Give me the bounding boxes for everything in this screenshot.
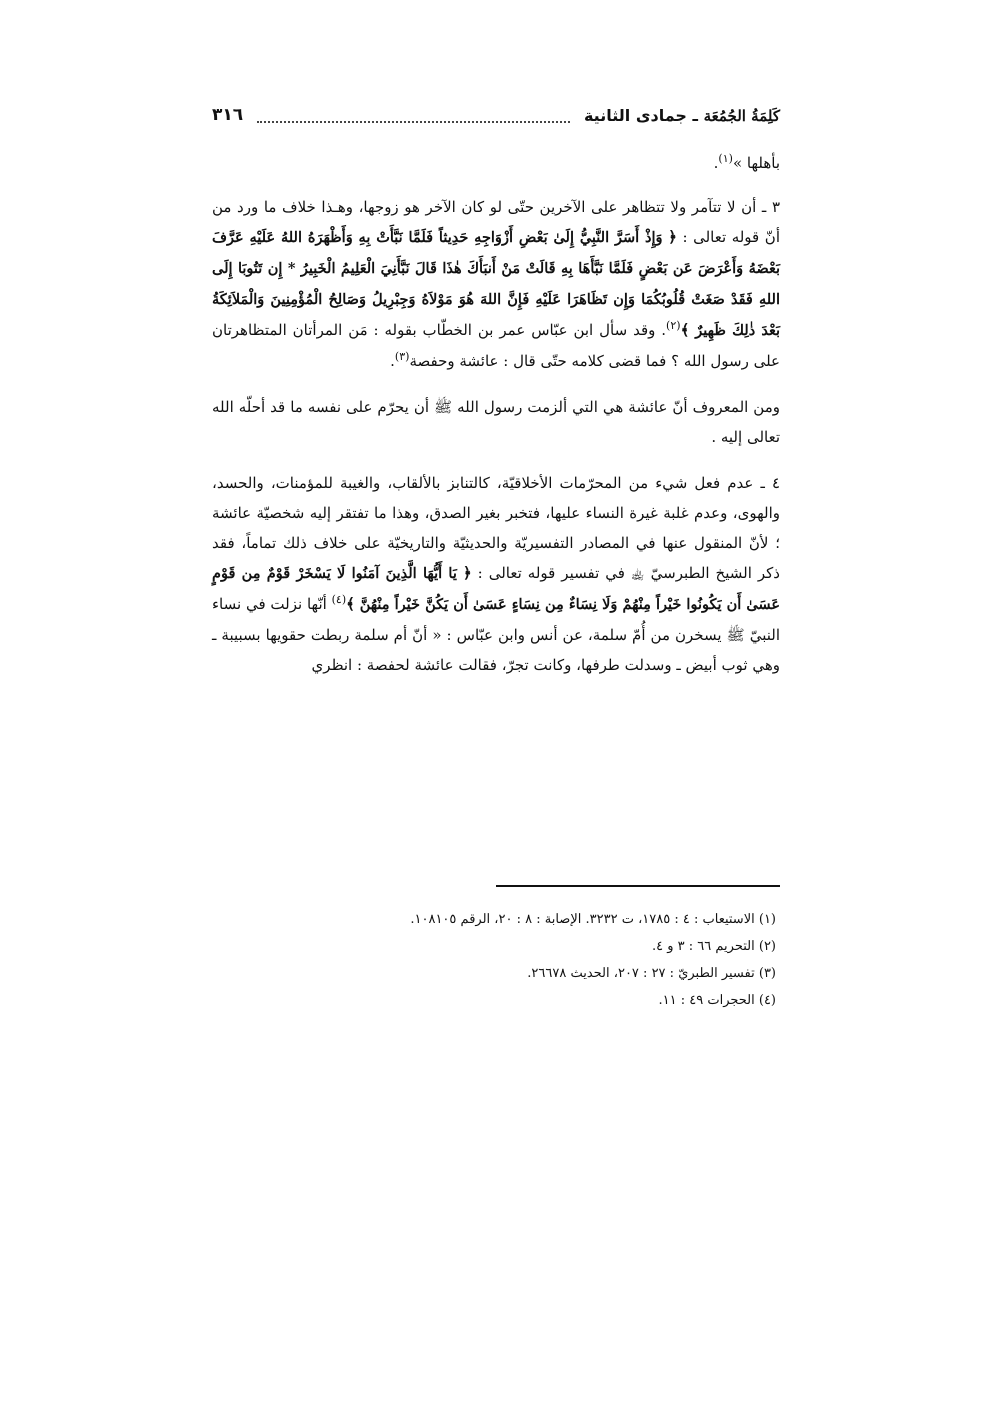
header-dot-leader — [257, 111, 570, 123]
footnote-ref-2: (٢) — [666, 319, 681, 332]
main-text — [212, 148, 780, 696]
paragraph-continuation — [212, 148, 780, 178]
section-title: ـ جمادى الثانية — [583, 105, 698, 125]
footnote-3: (٣) تفسير الطبريّ : ٢٧ : ٢٠٧، الحديث ٢٦٦٧٨. — [527, 966, 776, 981]
point-3-end: . — [390, 352, 395, 370]
footnotes — [212, 906, 780, 1014]
footnote-ref-4: (٤) — [331, 593, 347, 606]
page-header — [212, 100, 780, 130]
page-number: ٣١٦ — [212, 105, 244, 125]
point-4-intro: ٤ ـ عدم فعل شيء من المحرّمات الأخلاقيّة، كالتنابز بالألقاب، والغيبة للمؤمنات، والحسد، والهوى، وعدم غلبة غيرة النساء عليها، فتخبر بغير الصدق، وهذا ما تفتقر إليه شخصيّة عائشة ؛ لأنّ المنقول عنها في المصادر التفسيريّة والحديثيّة والتاريخيّة على خلاف ذلك تماماً، فقد ذكر الشيخ الطبرسيّ ﵀ في تفسير قوله تعالى : — [212, 474, 780, 582]
footnote-1: (١) الاستيعاب : ٤ : ١٧٨٥، ت ٣٢٣٢. الإصابة : ٨ : ٢٠، الرقم ١٠٨١٠٥. — [410, 912, 776, 927]
footnote-2: (٢) التحريم ٦٦ : ٣ و ٤. — [651, 939, 776, 954]
quran-close-bracket: ﴾ — [680, 321, 690, 339]
paragraph-point-3 — [212, 192, 780, 376]
quran-open-bracket: ﴿ — [668, 228, 677, 246]
quran-verse-hujurat: يَا أَيُّهَا الَّذِينَ آمَنُوا لَا يَسْخَرْ قَوْمٌ مِن قَوْمٍ عَسَىٰ أَن يَكُونُوا خَيْراً مِنْهُمْ وَلَا نِسَاءٌ مِن نِسَاءٍ عَسَىٰ أَن يَكُنَّ خَيْراً مِنْهُنَّ — [212, 565, 781, 613]
footnote-divider — [496, 885, 780, 887]
point-4-rest: أنّها نزلت في نساء النبيّ ﷺ يسخرن من أُمّ سلمة، عن أنس وابن عبّاس : « أنّ أم سلمة ربطت حقويها بسبيبة ـ وهي ثوب أبيض ـ وسدلت طرفها، وكانت تجرّ، فقالت عائشة لحفصة : انظري — [212, 595, 780, 674]
quran-close-bracket: ﴾ — [346, 595, 355, 613]
point-3-intro: ٣ ـ أن لا تتآمر ولا تتظاهر على الآخرين حتّى لو كان الآخر هو زوجها، وهـذا خلاف ما ورد من أنّ قوله تعالى : — [212, 198, 780, 246]
continuation-end: . — [713, 154, 719, 172]
point-3-rest: . وقد سأل ابن عبّاس عمر بن الخطّاب بقوله : مَن المرأتان المتظاهرتان على رسول الله ؟ فما قضى كلامه حتّى قال : عائشة وحفصة — [212, 321, 780, 370]
continuation-text: بأهلها » — [732, 154, 780, 172]
known-text: ومن المعروف أنّ عائشة هي التي ألزمت رسول الله ﷺ أن يحرّم على نفسه ما قد أحلّه الله تعالى إليه . — [212, 398, 780, 446]
paragraph-known — [212, 392, 780, 452]
quran-verse-tahrim: وَإِذْ أَسَرَّ النَّبِيُّ إِلَىٰ بَعْضِ أَزْوَاجِهِ حَدِيثاً فَلَمَّا نَبَّأَتْ بِهِ وَأَظْهَرَهُ اللهُ عَلَيْهِ عَرَّفَ بَعْضَهُ وَأَعْرَضَ عَن بَعْضٍ فَلَمَّا نَبَّأَهَا بِهِ قَالَتْ مَنْ أَنبَأَكَ هٰذَا قَالَ نَبَّأَنِيَ الْعَلِيمُ الْخَبِيرُ * إِن تَتُوبَا إِلَى اللهِ فَقَدْ صَغَتْ قُلُوبُكُمَا وَإِن تَظَاهَرَا عَلَيْهِ فَإِنَّ اللهَ هُوَ مَوْلاَهُ وَجِبْرِيلُ وَصَالِحُ الْمُؤْمِنِينَ وَالْمَلاَئِكَةُ بَعْدَ ذٰلِكَ ظَهِيرٌ — [212, 229, 780, 339]
footnote-ref-3: (٣) — [394, 350, 410, 363]
footnote-4: (٤) الحجرات ٤٩ : ١١. — [658, 993, 776, 1008]
footnote-ref-1: (١) — [718, 152, 733, 165]
quran-open-bracket: ﴿ — [462, 564, 472, 582]
running-title — [584, 106, 780, 125]
book-title: كَلِمَةُ الجُمُعَة — [703, 106, 780, 125]
paragraph-point-4 — [212, 468, 780, 680]
